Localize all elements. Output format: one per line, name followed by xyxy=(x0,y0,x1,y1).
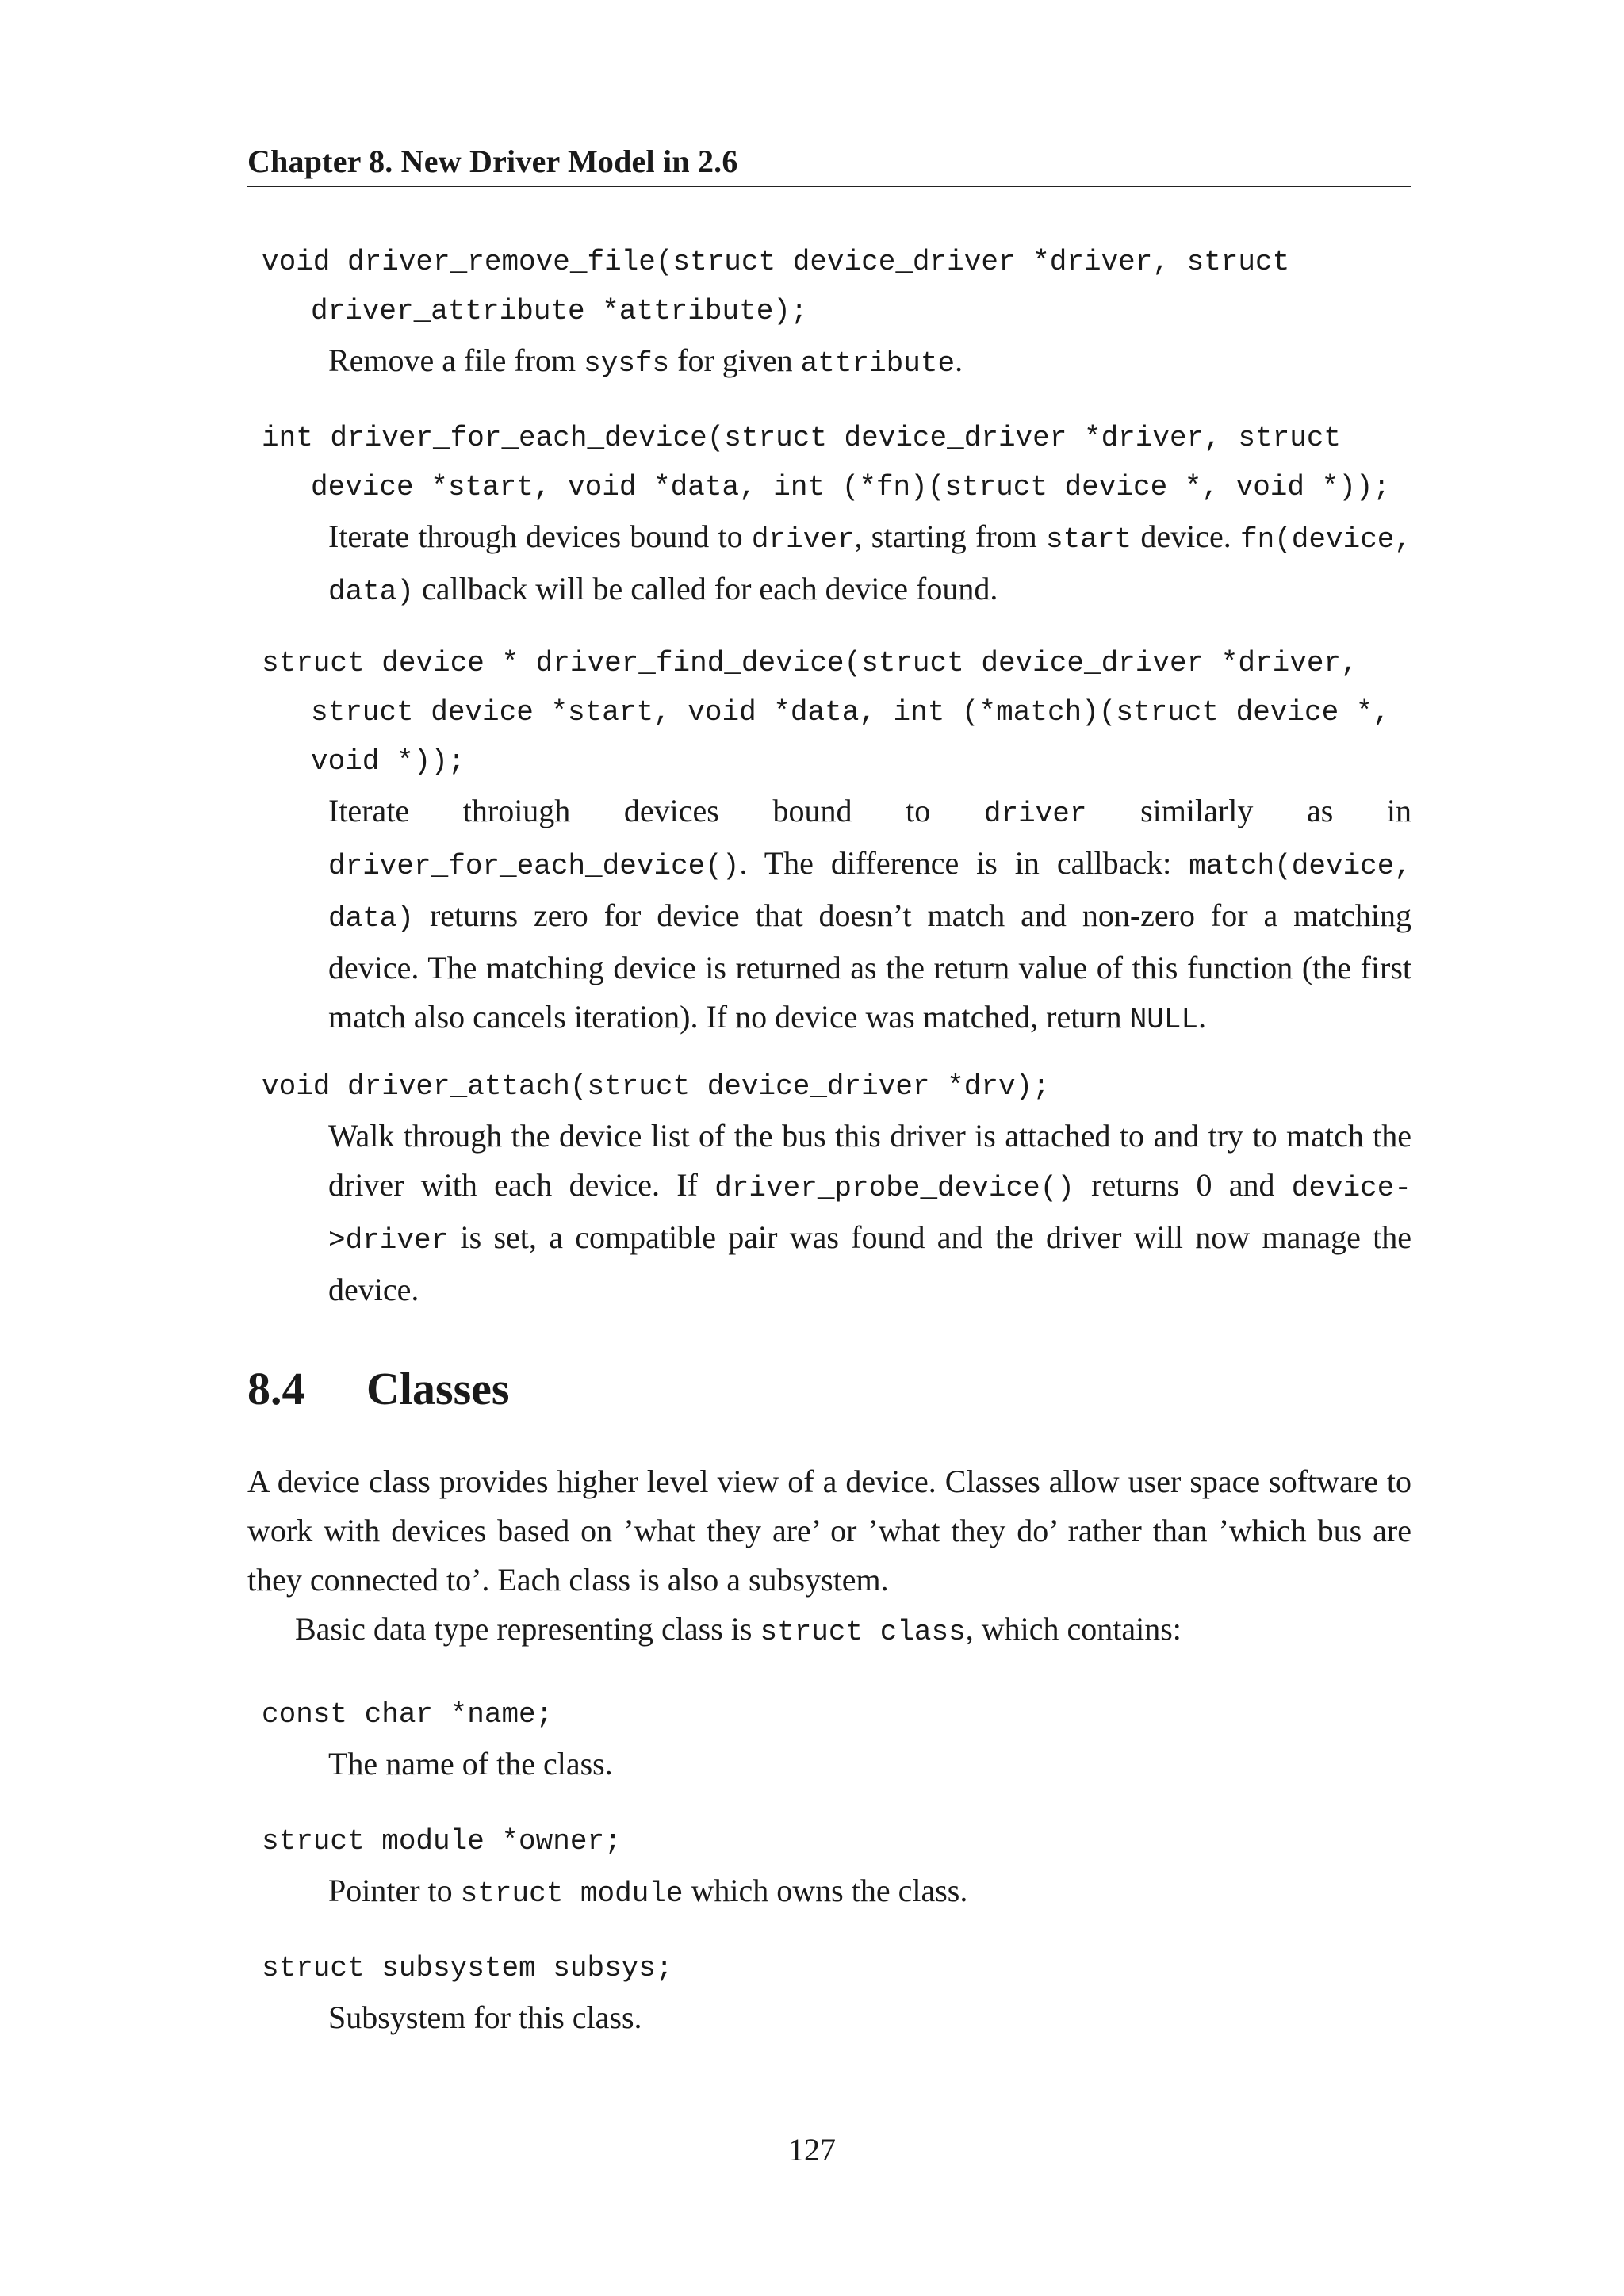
field-description xyxy=(328,1866,1411,1919)
inline-code: attribute xyxy=(800,347,956,380)
inline-code: driver xyxy=(983,798,1087,830)
inline-code: match(device, data) xyxy=(328,850,1411,935)
text-run: The name of the class. xyxy=(328,1746,613,1781)
function-entry-driver-remove-file xyxy=(247,238,1411,388)
text-run: is set, a compatible pair was found and the driver will now manage the device. xyxy=(328,1219,1411,1307)
text-run: device. xyxy=(1132,519,1240,554)
text-run: Subsystem for this class. xyxy=(328,1999,642,2035)
text-run: . The difference is in callback: xyxy=(739,845,1189,881)
text-run: returns 0 and xyxy=(1074,1167,1292,1203)
function-signature: struct device * driver_find_device(struct device_driver *driver, struct device *start, void *data, int (*match)(struct device *, void *)); xyxy=(262,647,1408,778)
field-signature: const char *name; xyxy=(262,1698,553,1731)
inline-code: struct module xyxy=(460,1877,684,1910)
inline-code: driver xyxy=(751,523,855,556)
text-run: Iterate through devices bound to xyxy=(328,519,752,554)
function-entry-driver-find-device xyxy=(247,639,1411,1045)
inline-code: struct class xyxy=(760,1616,966,1648)
text-run: Remove a file from xyxy=(328,342,584,378)
inline-code: driver_probe_device() xyxy=(714,1172,1074,1204)
text-run: Walk through the device list of the bus this driver is attached to and try to match the driver with each device. If xyxy=(328,1118,1411,1203)
field-description xyxy=(328,1993,1411,2042)
text-run: similarly as in xyxy=(1086,793,1411,828)
function-entry-driver-for-each-device xyxy=(247,414,1411,617)
text-run: . xyxy=(955,342,963,378)
text-run: for given xyxy=(669,342,801,378)
inline-code: NULL xyxy=(1129,1004,1199,1036)
function-signature: void driver_attach(struct device_driver *drv); xyxy=(262,1070,1050,1103)
function-entry-driver-attach xyxy=(247,1062,1411,1314)
inline-code: driver_for_each_device() xyxy=(328,850,740,882)
text-run: , starting from xyxy=(854,519,1047,554)
function-description xyxy=(328,512,1411,617)
function-signature: void driver_remove_file(struct device_driver *driver, struct driver_attribute *attribute); xyxy=(262,246,1307,327)
field-description xyxy=(328,1739,1411,1789)
text-run: . xyxy=(1198,999,1207,1035)
field-signature: struct subsystem subsys; xyxy=(262,1952,673,1984)
text-run: Basic data type representing class is xyxy=(295,1611,760,1647)
text-run: which owns the class. xyxy=(683,1873,968,1908)
field-entry-owner xyxy=(247,1817,1411,1919)
paragraph-intro xyxy=(247,1457,1411,1605)
inline-code: start xyxy=(1046,523,1132,556)
function-description xyxy=(328,336,1411,388)
text-run: , which contains: xyxy=(965,1611,1182,1647)
text-run: returns zero for device that doesn’t match and non-zero for a matching device. The matching device is returned as the return value of this function (the first match also cancels iteration). If no device was matched, return xyxy=(328,897,1411,1035)
section-title: Classes xyxy=(366,1363,510,1414)
inline-code: fn(device, data) xyxy=(328,523,1412,608)
running-header: Chapter 8. New Driver Model in 2.6 xyxy=(247,144,738,179)
inline-code: device->driver xyxy=(328,1172,1411,1257)
page-number: 127 xyxy=(788,2132,836,2168)
function-description xyxy=(328,1112,1411,1314)
inline-code: sysfs xyxy=(584,347,670,380)
field-entry-subsys xyxy=(247,1944,1411,2042)
function-signature: int driver_for_each_device(struct device_driver *driver, struct device *start, void *data, int (*fn)(struct device *, void *)); xyxy=(262,422,1391,503)
paragraph-struct-class xyxy=(247,1605,1411,1657)
text-run: Iterate throiugh devices bound to xyxy=(328,793,984,828)
field-signature: struct module *owner; xyxy=(262,1825,622,1858)
field-entry-name xyxy=(247,1690,1411,1789)
section-heading xyxy=(247,1362,1411,1415)
section-number: 8.4 xyxy=(247,1363,305,1414)
header-rule xyxy=(247,186,1411,187)
function-description xyxy=(328,786,1411,1045)
text-run: callback will be called for each device found. xyxy=(414,571,998,607)
text-run: Pointer to xyxy=(328,1873,461,1908)
text-run: A device class provides higher level view of a device. Classes allow user space software to work with devices based on ’what they are’ or ’what they do’ rather than ’which bus are they connected to’. Each class is also a subsystem. xyxy=(247,1464,1411,1598)
